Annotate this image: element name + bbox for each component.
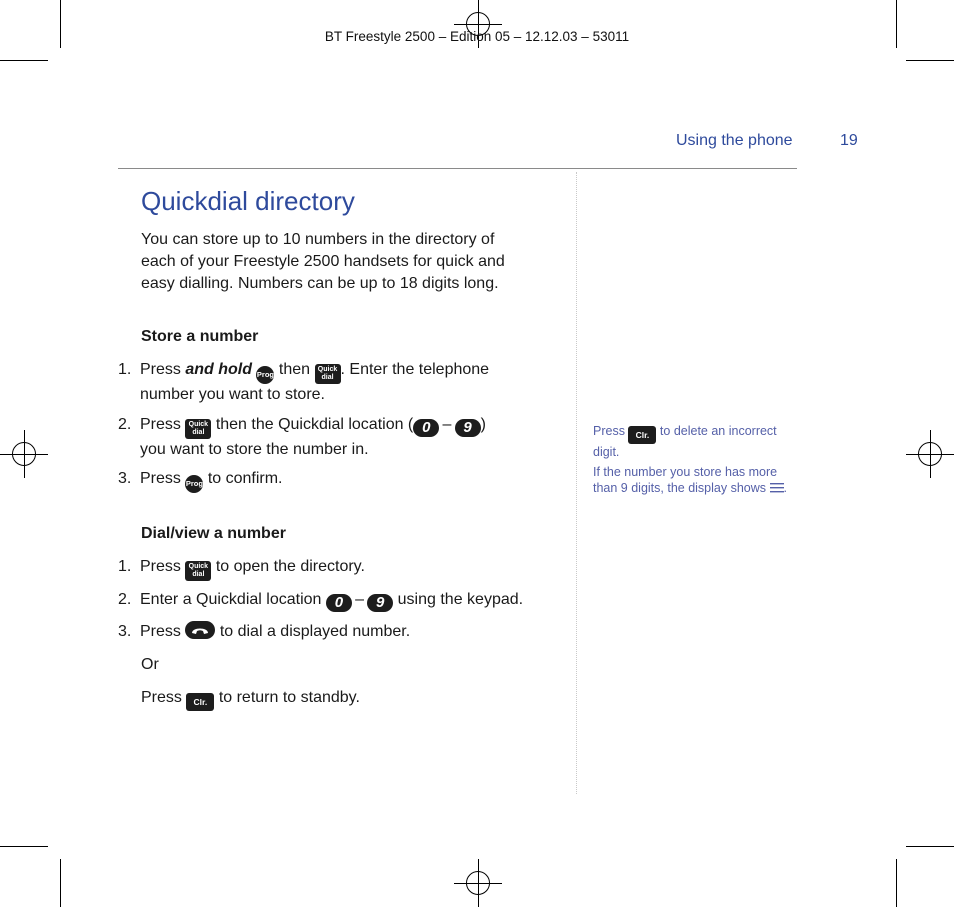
- dial-heading: Dial/view a number: [141, 525, 286, 542]
- sidebar-note-2: [593, 464, 798, 496]
- column-divider: [576, 172, 577, 794]
- store-heading: Store a number: [141, 328, 259, 345]
- digit-9-key-icon: 9: [455, 419, 481, 437]
- step-text: to open the directory.: [215, 558, 365, 575]
- note-text: .: [783, 481, 787, 495]
- dial-step-2: [118, 589, 558, 612]
- sidebar-note-1: [593, 423, 798, 460]
- step-text: to return to standby.: [218, 689, 360, 706]
- step-text: ): [480, 416, 486, 433]
- step-number: 1.: [118, 558, 132, 575]
- intro-paragraph: You can store up to 10 numbers in the directory of each of your Freestyle 2500 handsets for quick and easy dialling. Numbers can be up to 18 digits long.: [141, 231, 505, 292]
- quickdial-key-icon: Quick dial: [185, 419, 211, 439]
- crop-mark: [0, 60, 48, 61]
- step-text: . Enter the telephone: [340, 361, 490, 378]
- registration-mark: [454, 859, 502, 907]
- clear-key-icon: Clr.: [628, 426, 656, 444]
- prog-key-icon: Prog: [185, 475, 203, 493]
- page-number: 19: [840, 132, 858, 149]
- store-step-3: [118, 468, 558, 493]
- step-number: 3.: [118, 623, 132, 640]
- page-title: Quickdial directory: [141, 186, 355, 216]
- step-text: Press: [140, 623, 181, 640]
- note-text: to delete an incorrect digit.: [593, 424, 777, 459]
- crop-mark: [60, 859, 61, 907]
- step-text: Press: [141, 689, 182, 706]
- call-key-icon: [185, 621, 215, 639]
- step-emphasis: and hold: [185, 361, 253, 378]
- print-header: BT Freestyle 2500 – Edition 05 – 12.12.03 – 53011: [324, 29, 630, 44]
- step-text: Enter a Quickdial location: [140, 591, 322, 608]
- step-text: to confirm.: [207, 470, 283, 487]
- quickdial-key-icon: Quick dial: [185, 561, 211, 581]
- step-number: 1.: [118, 361, 132, 378]
- step-text: Press: [140, 361, 181, 378]
- step-text: Press: [140, 558, 181, 575]
- store-step-1: [118, 359, 558, 406]
- range-dash: –: [442, 416, 452, 433]
- step-text: to dial a displayed number.: [219, 623, 411, 640]
- range-dash: –: [355, 591, 364, 608]
- crop-mark: [0, 846, 48, 847]
- step-number: 2.: [118, 416, 132, 433]
- step-text: you want to store the number in.: [140, 441, 369, 458]
- header-rule: [118, 168, 797, 169]
- quickdial-key-icon: Quick dial: [315, 364, 341, 384]
- note-text: Press: [593, 424, 625, 438]
- registration-mark: [0, 430, 48, 478]
- step-text: then: [278, 361, 311, 378]
- dial-step-3: [118, 621, 558, 643]
- digit-0-key-icon: 0: [413, 419, 439, 437]
- step-text: number you want to store.: [140, 386, 325, 403]
- step-text: using the keypad.: [397, 591, 524, 608]
- menu-lines-icon: [770, 483, 784, 493]
- digit-9-key-icon: 9: [367, 594, 393, 612]
- step-text: Press: [140, 470, 181, 487]
- crop-mark: [896, 859, 897, 907]
- digit-0-key-icon: 0: [326, 594, 352, 612]
- prog-key-icon: Prog: [256, 366, 274, 384]
- or-text: Or: [141, 656, 159, 673]
- note-text: If the number you store has more than 9 digits, the display shows: [593, 465, 778, 495]
- crop-mark: [906, 60, 954, 61]
- step-text: then the Quickdial location (: [215, 416, 414, 433]
- dial-step-1: [118, 556, 558, 581]
- crop-mark: [906, 846, 954, 847]
- running-header-section: Using the phone: [676, 132, 793, 149]
- step-number: 2.: [118, 591, 132, 608]
- clear-key-icon: Clr.: [186, 693, 214, 711]
- store-step-2: [118, 414, 558, 461]
- registration-mark: [906, 430, 954, 478]
- step-text: Press: [140, 416, 181, 433]
- step-number: 3.: [118, 470, 132, 487]
- dial-alt-step: [141, 687, 360, 711]
